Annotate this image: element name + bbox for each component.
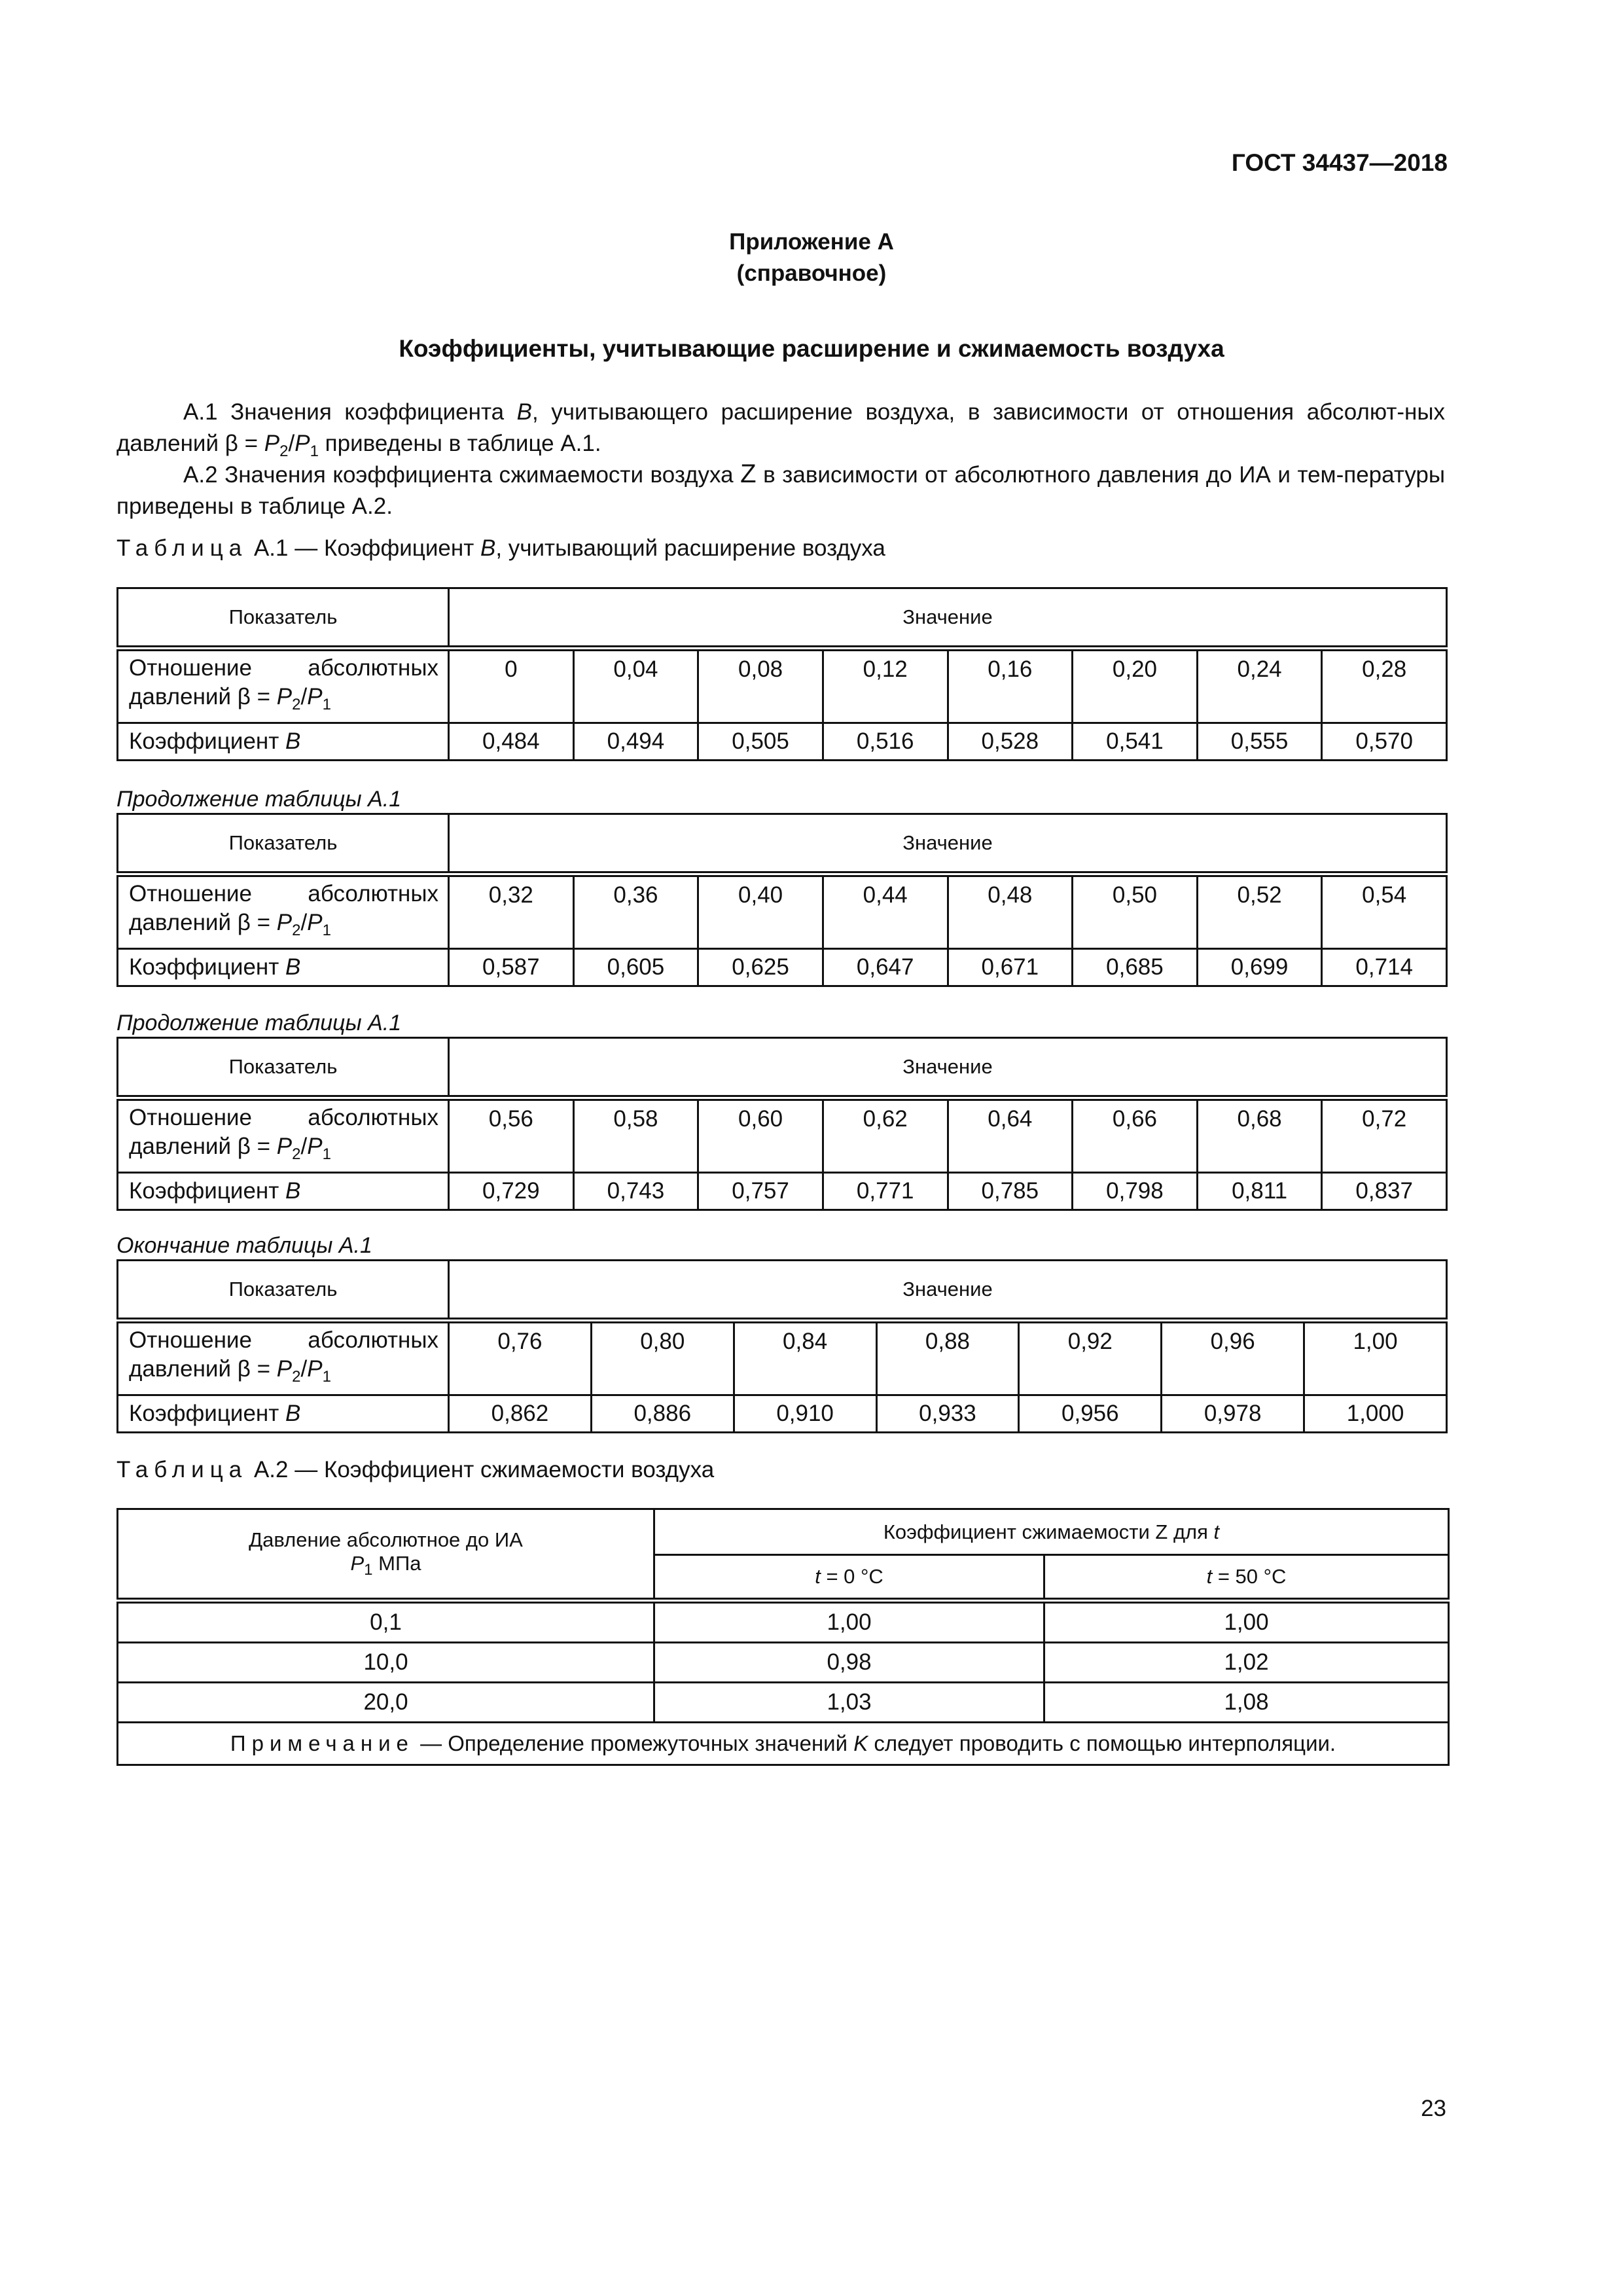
table-row-pressure-ratio [118,874,1447,949]
table-a1-part-3 [116,1037,1448,1211]
col-header-value: Значение [449,1261,1447,1321]
table-cell: 0,58 [573,1098,698,1173]
table-a2-note: Примечание — Определение промежуточных значений K следует проводить с помощью интерполяции. [118,1723,1449,1765]
table-cell: 1,03 [654,1683,1044,1723]
row-label-coefficient-b: Коэффициент B [118,1173,449,1210]
table-a2 [116,1508,1450,1766]
table-cell: 0,528 [948,723,1073,761]
table-cell: 0,54 [1322,874,1447,949]
table-cell: 0,699 [1197,949,1322,986]
table-cell: 0,933 [876,1395,1019,1433]
table-cell: 1,00 [654,1601,1044,1643]
col-header-indicator: Показатель [118,588,449,649]
table-cell: 0 [449,649,574,723]
table-cell: 0,494 [573,723,698,761]
row-label-pressure-ratio: Отношение абсолютных давлений $\beta = P_2/P_1$ [118,649,449,723]
table-row-pressure-ratio [118,649,1447,723]
table-a1-part-4 [116,1259,1448,1433]
table-a1-continuation-1: Продолжение таблицы А.1 [116,787,402,812]
table-cell: 1,08 [1044,1683,1449,1723]
table-cell: 0,62 [823,1098,948,1173]
table-cell: 0,685 [1073,949,1198,986]
table-a1-ending: Окончание таблицы А.1 [116,1233,372,1258]
table-cell: 0,978 [1162,1395,1304,1433]
table-cell: 0,12 [823,649,948,723]
table-cell: 0,84 [734,1321,876,1395]
table-row-coefficient-b [118,723,1447,761]
table-cell: 1,000 [1304,1395,1447,1433]
table-cell: 0,80 [591,1321,734,1395]
table-cell: 0,625 [698,949,823,986]
table-a2-t0-header: t = 0 °С [654,1555,1044,1601]
row-label-pressure-ratio: Отношение абсолютных давлений $\beta = P_2/P_1$ [118,1098,449,1173]
col-header-indicator: Показатель [118,1038,449,1098]
table-cell: 0,484 [449,723,574,761]
table-cell: 0,68 [1197,1098,1322,1173]
table-row [118,1643,1449,1683]
table-cell: 0,44 [823,874,948,949]
document-standard-number: ГОСТ 34437—2018 [1231,149,1448,176]
table-cell: 0,647 [823,949,948,986]
table-cell: 0,36 [573,874,698,949]
table-cell: 0,92 [1019,1321,1162,1395]
table-cell: 0,76 [449,1321,592,1395]
paragraph-a1: А.1 Значения коэффициента B, учитывающего расширение воздуха, в зависимости от отношения абсолют-ных давлений $\beta = P_2/P_1$ приведены в таблице А.1. [116,399,1445,460]
table-cell: 0,671 [948,949,1073,986]
table-cell: 10,0 [118,1643,654,1683]
table-a2-caption: Таблица А.2 — Коэффициент сжимаемости воздуха [116,1457,715,1482]
table-cell: 0,04 [573,649,698,723]
table-cell: 1,00 [1304,1321,1447,1395]
table-cell: 0,48 [948,874,1073,949]
table-cell: 0,24 [1197,649,1322,723]
table-cell: 0,50 [1073,874,1198,949]
row-label-pressure-ratio: Отношение абсолютных давлений $\beta = P_2/P_1$ [118,1321,449,1395]
row-label-coefficient-b: Коэффициент B [118,723,449,761]
table-cell: 0,714 [1322,949,1447,986]
table-cell: 0,555 [1197,723,1322,761]
table-cell: 0,798 [1073,1173,1198,1210]
table-cell: 0,08 [698,649,823,723]
col-header-value: Значение [449,588,1447,649]
appendix-title [0,226,1623,289]
table-cell: 0,729 [449,1173,574,1210]
table-cell: 0,98 [654,1643,1044,1683]
table-cell: 0,60 [698,1098,823,1173]
table-cell: 0,28 [1322,649,1447,723]
table-row-pressure-ratio [118,1098,1447,1173]
table-cell: 0,1 [118,1601,654,1643]
table-a2-col-pressure-header: Давление абсолютное до ИА $P_1$ МПа [118,1509,654,1601]
table-cell: 0,605 [573,949,698,986]
appendix-note: (справочное) [736,260,887,286]
table-cell: 0,886 [591,1395,734,1433]
table-cell: 20,0 [118,1683,654,1723]
table-note-row [118,1723,1449,1765]
table-cell: 0,541 [1073,723,1198,761]
table-a1-part-2 [116,813,1448,987]
table-cell: 1,00 [1044,1601,1449,1643]
table-row-coefficient-b [118,1173,1447,1210]
row-label-coefficient-b: Коэффициент B [118,1395,449,1433]
table-a2-t50-header: t = 50 °С [1044,1555,1449,1601]
page-number: 23 [1421,2096,1446,2121]
table-cell: 0,910 [734,1395,876,1433]
table-cell: 0,88 [876,1321,1019,1395]
table-cell: 0,16 [948,649,1073,723]
table-cell: 0,837 [1322,1173,1447,1210]
table-cell: 0,20 [1073,649,1198,723]
table-cell: 0,32 [449,874,574,949]
table-a1-caption: Таблица А.1 — Коэффициент B, учитывающий расширение воздуха [116,535,885,561]
table-row [118,1683,1449,1723]
table-cell: 0,587 [449,949,574,986]
table-cell: 0,956 [1019,1395,1162,1433]
table-a2-group-header: Коэффициент сжимаемости Z для t [654,1509,1449,1555]
paragraph-a2: А.2 Значения коэффициента сжимаемости воздуха Z в зависимости от абсолютного давления до ИА и тем-пературы приведены в таблице А.2. [116,459,1445,519]
table-cell: 0,862 [449,1395,592,1433]
table-cell: 0,811 [1197,1173,1322,1210]
table-cell: 0,785 [948,1173,1073,1210]
col-header-indicator: Показатель [118,814,449,874]
row-label-coefficient-b: Коэффициент B [118,949,449,986]
table-cell: 1,02 [1044,1643,1449,1683]
table-cell: 0,56 [449,1098,574,1173]
row-label-pressure-ratio: Отношение абсолютных давлений $\beta = P_2/P_1$ [118,874,449,949]
col-header-value: Значение [449,814,1447,874]
appendix-label: Приложение А [729,229,894,255]
table-cell: 0,505 [698,723,823,761]
table-row-coefficient-b [118,1395,1447,1433]
table-cell: 0,743 [573,1173,698,1210]
table-row-coefficient-b [118,949,1447,986]
table-cell: 0,516 [823,723,948,761]
col-header-value: Значение [449,1038,1447,1098]
table-cell: 0,40 [698,874,823,949]
table-cell: 0,72 [1322,1098,1447,1173]
table-cell: 0,64 [948,1098,1073,1173]
table-cell: 0,757 [698,1173,823,1210]
table-cell: 0,771 [823,1173,948,1210]
table-cell: 0,96 [1162,1321,1304,1395]
table-row [118,1601,1449,1643]
table-cell: 0,570 [1322,723,1447,761]
table-row-pressure-ratio [118,1321,1447,1395]
table-a1-continuation-2: Продолжение таблицы А.1 [116,1011,402,1035]
col-header-indicator: Показатель [118,1261,449,1321]
table-a1-part-1 [116,587,1448,761]
section-heading: Коэффициенты, учитывающие расширение и сжимаемость воздуха [399,335,1224,362]
table-cell: 0,52 [1197,874,1322,949]
table-cell: 0,66 [1073,1098,1198,1173]
